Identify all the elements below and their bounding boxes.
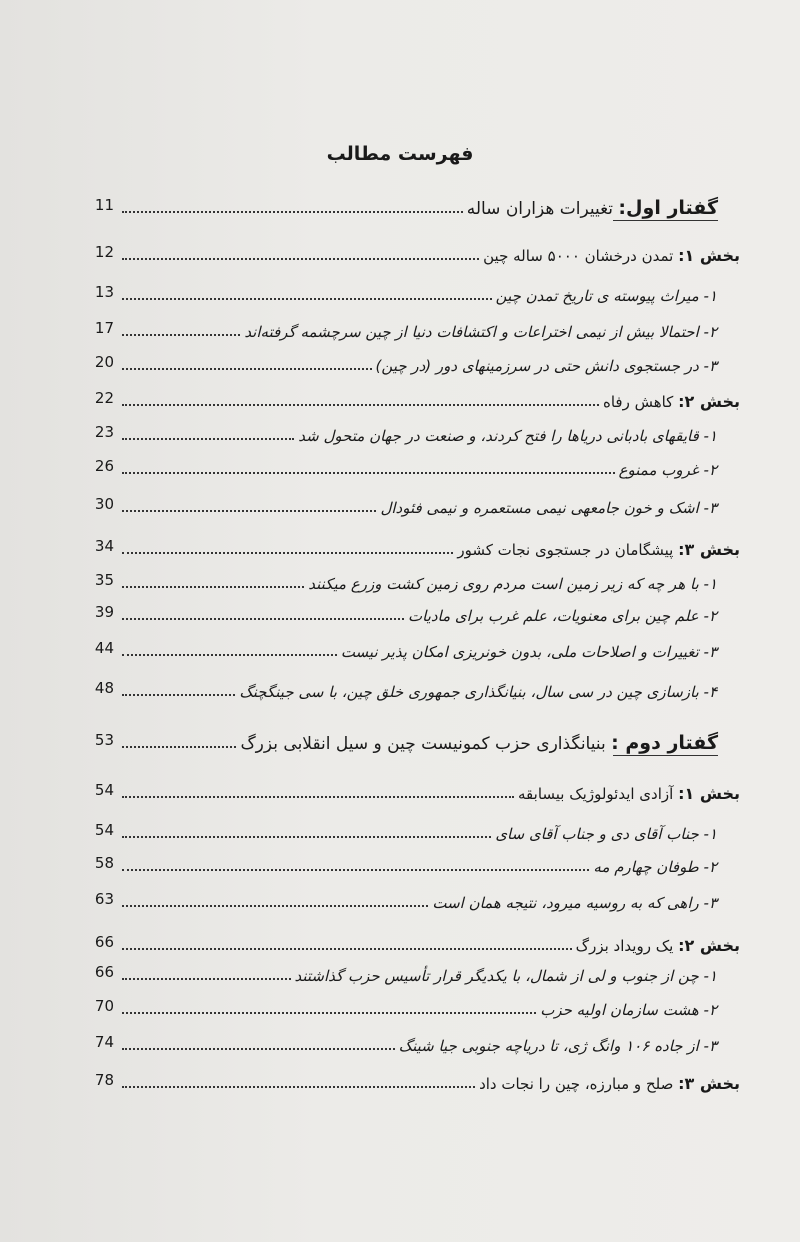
entry-text: ۳- در جستجوی دانش حتی در سرزمینهای دور (در چین) bbox=[375, 357, 717, 375]
entry-text: بنیانگذاری حزب کمونیست چین و سیل انقلابی بزرگ bbox=[240, 734, 612, 754]
toc-item bbox=[94, 568, 717, 594]
page-number: 35 bbox=[94, 571, 114, 589]
entry-text: کاهش رفاه bbox=[602, 393, 679, 411]
page-number: 54 bbox=[94, 781, 114, 799]
entry-title bbox=[574, 936, 740, 956]
entry-title bbox=[242, 322, 717, 342]
page-number: 53 bbox=[94, 731, 114, 749]
dot-leader bbox=[122, 368, 372, 370]
entry-title bbox=[481, 246, 740, 266]
toc-chapter bbox=[94, 728, 718, 754]
entry-text: ۳- اشک و خون جامعهی نیمی مستعمره و نیمی فئودال bbox=[380, 499, 717, 517]
toc-item bbox=[94, 676, 717, 702]
entry-heading: گفتار اول: bbox=[618, 197, 718, 219]
page-number: 78 bbox=[94, 1071, 114, 1089]
entry-title bbox=[516, 784, 740, 804]
entry-title bbox=[538, 1000, 717, 1020]
entry-title bbox=[493, 824, 717, 844]
page-number: 22 bbox=[94, 389, 114, 407]
dot-leader bbox=[122, 836, 491, 838]
entry-text: تمدن درخشان ۵۰۰۰ ساله چین bbox=[483, 247, 679, 265]
dot-leader bbox=[122, 869, 589, 871]
dot-leader bbox=[122, 1048, 395, 1050]
page-number: 34 bbox=[94, 537, 114, 555]
entry-text: ۲- علم چین برای معنویات، علم غرب برای مادیات bbox=[408, 607, 717, 625]
page-number: 39 bbox=[94, 603, 114, 621]
dot-leader bbox=[122, 438, 294, 440]
entry-heading: بخش ۱: bbox=[678, 784, 740, 803]
dot-leader bbox=[122, 334, 240, 336]
toc-item bbox=[94, 350, 717, 376]
entry-heading: بخش ۱: bbox=[678, 246, 740, 265]
page-number: 66 bbox=[94, 933, 114, 951]
page-number: 54 bbox=[94, 821, 114, 839]
entry-title bbox=[306, 574, 717, 594]
entry-text: آزادی ایدئولوژیک بیسابقه bbox=[518, 785, 679, 803]
dot-leader bbox=[122, 404, 599, 406]
toc-item bbox=[94, 1030, 717, 1056]
entry-text: ۱- جناب آقای دی و جناب آقای سای bbox=[495, 825, 717, 843]
entry-heading: بخش ۳: bbox=[678, 1074, 740, 1093]
toc-section bbox=[94, 1068, 740, 1094]
entry-title bbox=[591, 857, 717, 877]
entry-title bbox=[406, 606, 717, 626]
entry-heading: بخش ۳: bbox=[678, 540, 740, 559]
page-number: 11 bbox=[94, 196, 114, 214]
dot-leader bbox=[122, 552, 453, 554]
entry-text: ۳- راهی که به روسیه میرود، نتیجه همان است bbox=[432, 894, 717, 912]
dot-leader bbox=[122, 510, 376, 512]
page-number: 26 bbox=[94, 457, 114, 475]
page-number: 23 bbox=[94, 423, 114, 441]
toc-item bbox=[94, 420, 717, 446]
dot-leader bbox=[122, 586, 304, 588]
page-title: فهرست مطالب bbox=[326, 143, 474, 165]
dot-leader bbox=[122, 978, 291, 980]
toc-section bbox=[94, 778, 740, 804]
toc-item bbox=[94, 960, 717, 986]
entry-title bbox=[617, 460, 717, 480]
page-number: 58 bbox=[94, 854, 114, 872]
entry-heading: گفتار دوم : bbox=[611, 732, 718, 754]
dot-leader bbox=[122, 211, 463, 213]
page-number: 30 bbox=[94, 495, 114, 513]
entry-title bbox=[477, 1074, 740, 1094]
entry-title bbox=[465, 198, 718, 219]
toc-item bbox=[94, 851, 717, 877]
page-number: 63 bbox=[94, 890, 114, 908]
toc-item bbox=[94, 636, 717, 662]
entry-heading: بخش ۲: bbox=[678, 936, 740, 955]
entry-title bbox=[339, 642, 717, 662]
entry-title bbox=[397, 1036, 717, 1056]
entry-text: ۱- میراث پیوسته ی تاریخ تمدن چین bbox=[495, 287, 717, 305]
toc-item bbox=[94, 818, 717, 844]
page-number: 13 bbox=[94, 283, 114, 301]
toc-section bbox=[94, 930, 740, 956]
page-number: 70 bbox=[94, 997, 114, 1015]
page-number: 44 bbox=[94, 639, 114, 657]
entry-text: ۱- چن از جنوب و لی از شمال، با یکدیگر قرار تأسیس حزب گذاشتند bbox=[294, 967, 717, 985]
dot-leader bbox=[122, 618, 404, 620]
page-number: 48 bbox=[94, 679, 114, 697]
entry-text: ۴- بازسازی چین در سی سال، بنیانگذاری جمهوری خلق چین، با سی جینگچنگ bbox=[239, 683, 717, 701]
entry-text: ۳- از جاده ۱۰۶ وانگ ژی، تا دریاچه جنوبی جیا شینگ bbox=[398, 1037, 717, 1055]
page-number: 66 bbox=[94, 963, 114, 981]
entry-title bbox=[238, 733, 718, 754]
dot-leader bbox=[122, 1012, 536, 1014]
dot-leader bbox=[122, 654, 337, 656]
entry-text: ۲- هشت سازمان اولیه حزب bbox=[540, 1001, 717, 1019]
toc-section bbox=[94, 240, 740, 266]
page-number: 12 bbox=[94, 243, 114, 261]
entry-text: ۲- غروب ممنوع bbox=[618, 461, 717, 479]
page-number: 20 bbox=[94, 353, 114, 371]
entry-text: ۱- با هر چه که زیر زمین است مردم روی زمین کشت وزرع میکنند bbox=[308, 575, 717, 593]
dot-leader bbox=[122, 472, 615, 474]
toc-item bbox=[94, 600, 717, 626]
entry-heading: بخش ۲: bbox=[678, 392, 740, 411]
entry-title bbox=[237, 682, 717, 702]
entry-title bbox=[293, 966, 718, 986]
entry-title bbox=[494, 286, 717, 306]
entry-text: یک رویداد بزرگ bbox=[575, 937, 679, 955]
dot-leader bbox=[122, 796, 514, 798]
dot-leader bbox=[122, 1086, 475, 1088]
dot-leader bbox=[122, 298, 492, 300]
entry-text: ۳- تغییرات و اصلاحات ملی، بدون خونریزی امکان پذیر نیست bbox=[340, 643, 717, 661]
dot-leader bbox=[122, 905, 428, 907]
entry-title bbox=[374, 356, 717, 376]
entry-title bbox=[601, 392, 740, 412]
entry-text: ۲- احتمالا بیش از نیمی اختراعات و اکتشافات دنیا از چین سرچشمه گرفته‌اند bbox=[244, 323, 717, 341]
toc-item bbox=[94, 454, 717, 480]
entry-text: پیشگامان در جستجوی نجات کشور bbox=[457, 541, 679, 559]
toc-item bbox=[94, 887, 717, 913]
chapter-underline bbox=[613, 220, 718, 221]
chapter-underline bbox=[613, 755, 718, 756]
entry-text: ۱- قایقهای بادبانی دریاها را فتح کردند، و صنعت در جهان متحول شد bbox=[298, 427, 717, 445]
entry-text: صلح و مبارزه، چین را نجات داد bbox=[479, 1075, 679, 1093]
entry-title bbox=[296, 426, 717, 446]
dot-leader bbox=[122, 258, 479, 260]
entry-text: ۲- طوفان چهارم مه bbox=[593, 858, 717, 876]
page-number: 74 bbox=[94, 1033, 114, 1051]
toc-item bbox=[94, 316, 717, 342]
entry-text: تغییرات هزاران ساله bbox=[466, 199, 619, 219]
dot-leader bbox=[122, 694, 235, 696]
toc-item bbox=[94, 994, 717, 1020]
toc-section bbox=[94, 534, 740, 560]
entry-title bbox=[430, 893, 717, 913]
entry-title bbox=[378, 498, 717, 518]
entry-title bbox=[455, 540, 740, 560]
toc-chapter bbox=[94, 193, 718, 219]
dot-leader bbox=[122, 746, 236, 748]
toc-section bbox=[94, 386, 740, 412]
page-number: 17 bbox=[94, 319, 114, 337]
toc-item bbox=[94, 492, 717, 518]
dot-leader bbox=[122, 948, 572, 950]
toc-item bbox=[94, 280, 717, 306]
